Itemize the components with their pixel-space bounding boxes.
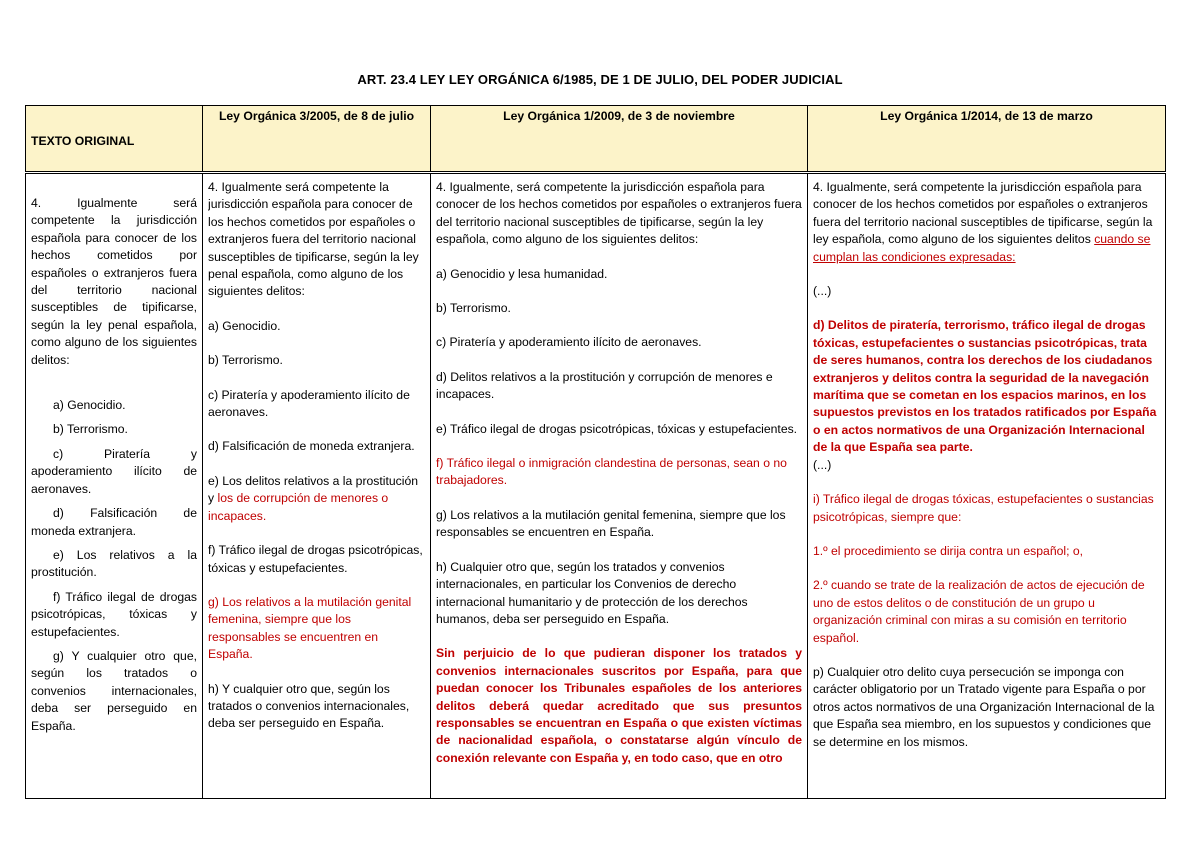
original-intro: 4. Igualmente será competente la jurisdicción española para conocer de los hechos cometidos por españoles o extranjeros fuera del territorio nacional susceptibles de tipificarse, según la ley penal española, como alguno de los siguientes delitos: (31, 196, 197, 367)
column-lo-2014 (808, 173, 1166, 799)
lo2009-closing-amendment: Sin perjuicio de lo que pudieran disponer los tratados y convenios internacionales suscritos por España, para que puedan conocer los Tribunales españoles de los anteriores delitos deberá quedar acreditado que sus presuntos responsables se encuentran en España o que existen víctimas de nacionalidad española, o constatarse algún vínculo de conexión relevante con España y, en todo caso, que en otro (436, 646, 802, 765)
lo2005-item-a: a) Genocidio. (208, 318, 281, 333)
table-body-row (26, 173, 1166, 799)
lo2014-item-i1-amendment: 1.º el procedimiento se dirija contra un español; o, (813, 543, 1084, 558)
lo2005-item-e-amendment: los de corrupción de menores o incapaces. (208, 491, 389, 523)
lo2005-item-h: h) Y cualquier otro que, según los tratados o convenios internacionales, deba ser perseguido en España. (208, 681, 410, 731)
lo2005-item-d: d) Falsificación de moneda extranjera. (208, 439, 415, 454)
lo2009-item-f-amendment: f) Tráfico ilegal o inmigración clandestina de personas, sean o no trabajadores. (436, 456, 787, 488)
header-lo-2014: Ley Orgánica 1/2014, de 13 de marzo (808, 106, 1166, 173)
lo2005-item-f: f) Tráfico ilegal de drogas psicotrópicas, tóxicas y estupefacientes. (208, 543, 423, 575)
lo2005-item-c: c) Piratería y apoderamiento ilícito de aeronaves. (208, 387, 410, 420)
original-item-a: a) Genocidio. (53, 398, 126, 413)
column-lo-2005 (203, 173, 431, 799)
original-item-g: g) Y cualquier otro que, según los tratados o convenios internacionales, deba ser perseguido en España. (31, 648, 197, 733)
original-item-b: b) Terrorismo. (53, 422, 128, 437)
lo2014-item-i2-amendment: 2.º cuando se trate de la realización de actos de ejecución de uno de estos delitos o de constitución de un grupo u organización criminal con miras a su comisión en territorio español. (813, 578, 1145, 645)
original-item-c: c) Piratería y apoderamiento ilícito de aeronaves. (31, 446, 197, 496)
lo2014-item-p: p) Cualquier otro delito cuya persecución se imponga con carácter obligatorio por un Tratado vigente para España o por otros actos normativos de una Organización Internacional de la que España sea miembro, en los supuestos y condiciones que se determine en los mismos. (813, 664, 1155, 749)
lo2005-item-e (208, 473, 425, 525)
lo2009-item-d: d) Delitos relativos a la prostitución y corrupción de menores e incapaces. (436, 369, 773, 402)
lo2009-intro: 4. Igualmente, será competente la jurisdicción española para conocer de los hechos cometidos por españoles o extranjeros fuera del territorio nacional susceptibles de tipificarse, según la ley española, como alguno de los siguientes delitos: (436, 180, 802, 247)
lo2014-intro (813, 179, 1160, 266)
header-lo-2009: Ley Orgánica 1/2009, de 3 de noviembre (431, 106, 808, 173)
lo2005-item-g-amendment: g) Los relativos a la mutilación genital femenina, siempre que los responsables se encuentren en España. (208, 594, 412, 662)
comparison-table (25, 105, 1166, 799)
lo2009-item-c: c) Piratería y apoderamiento ilícito de aeronaves. (436, 335, 702, 350)
original-item-f: f) Tráfico ilegal de drogas psicotrópicas, tóxicas y estupefacientes. (31, 589, 197, 639)
lo2009-item-b: b) Terrorismo. (436, 301, 511, 316)
header-lo-2005: Ley Orgánica 3/2005, de 8 de julio (203, 106, 431, 173)
original-item-d: d) Falsificación de moneda extranjera. (31, 506, 197, 538)
lo2014-item-d-amendment: d) Delitos de piratería, terrorismo, tráfico ilegal de drogas tóxicas, estupefacientes o sustancias psicotrópicas, trata de seres humanos, contra los derechos de los ciudadanos extranjeros y delitos contra la seguridad de la navegación marítima que se cometan en los espacios marinos, en los supuestos previstos en los tratados ratificados por España o en actos normativos de una Organización Internacional de la que España sea parte. (813, 318, 1157, 455)
column-original (26, 173, 203, 799)
header-original: TEXTO ORIGINAL (26, 106, 203, 173)
lo2009-item-g: g) Los relativos a la mutilación genital femenina, siempre que los responsables se encuentren en España. (436, 507, 786, 540)
page-title: ART. 23.4 LEY LEY ORGÁNICA 6/1985, DE 1 DE JULIO, DEL PODER JUDICIAL (357, 72, 843, 87)
lo2014-ellipsis-2: (...) (813, 457, 832, 472)
lo2009-item-a: a) Genocidio y lesa humanidad. (436, 266, 608, 281)
lo2005-item-e-text: e) Los delitos relativos a la prostitución y (208, 473, 419, 506)
lo2009-item-e: e) Tráfico ilegal de drogas psicotrópicas, tóxicas y estupefacientes. (436, 421, 798, 436)
lo2014-item-i-amendment: i) Tráfico ilegal de drogas tóxicas, estupefacientes o sustancias psicotrópicas, siempre que: (813, 492, 1154, 524)
lo2014-ellipsis-1: (...) (813, 284, 832, 299)
lo2014-intro-amendment: cuando se cumplan las condiciones expresadas: (813, 232, 1151, 264)
column-lo-2009 (431, 173, 808, 799)
lo2005-item-b: b) Terrorismo. (208, 353, 283, 368)
lo2014-intro-text: 4. Igualmente, será competente la jurisdicción española para conocer de los hechos cometidos por españoles o extranjeros fuera del territorio nacional susceptibles de tipificarse, según la ley española, como alguno de los siguientes delitos (813, 180, 1153, 247)
lo2009-item-h: h) Cualquier otro que, según los tratados y convenios internacionales, en particular los Convenios de derecho internacional humanitario y de protección de los derechos humanos, deba ser perseguido en España. (436, 559, 748, 626)
lo2005-intro: 4. Igualmente será competente la jurisdicción española para conocer de los hechos cometidos por españoles o extranjeros fuera del territorio nacional susceptibles de tipificarse, según la ley penal española, como alguno de los siguientes delitos: (208, 180, 419, 299)
original-item-e: e) Los relativos a la prostitución. (31, 547, 197, 580)
table-header-row (26, 106, 1166, 173)
